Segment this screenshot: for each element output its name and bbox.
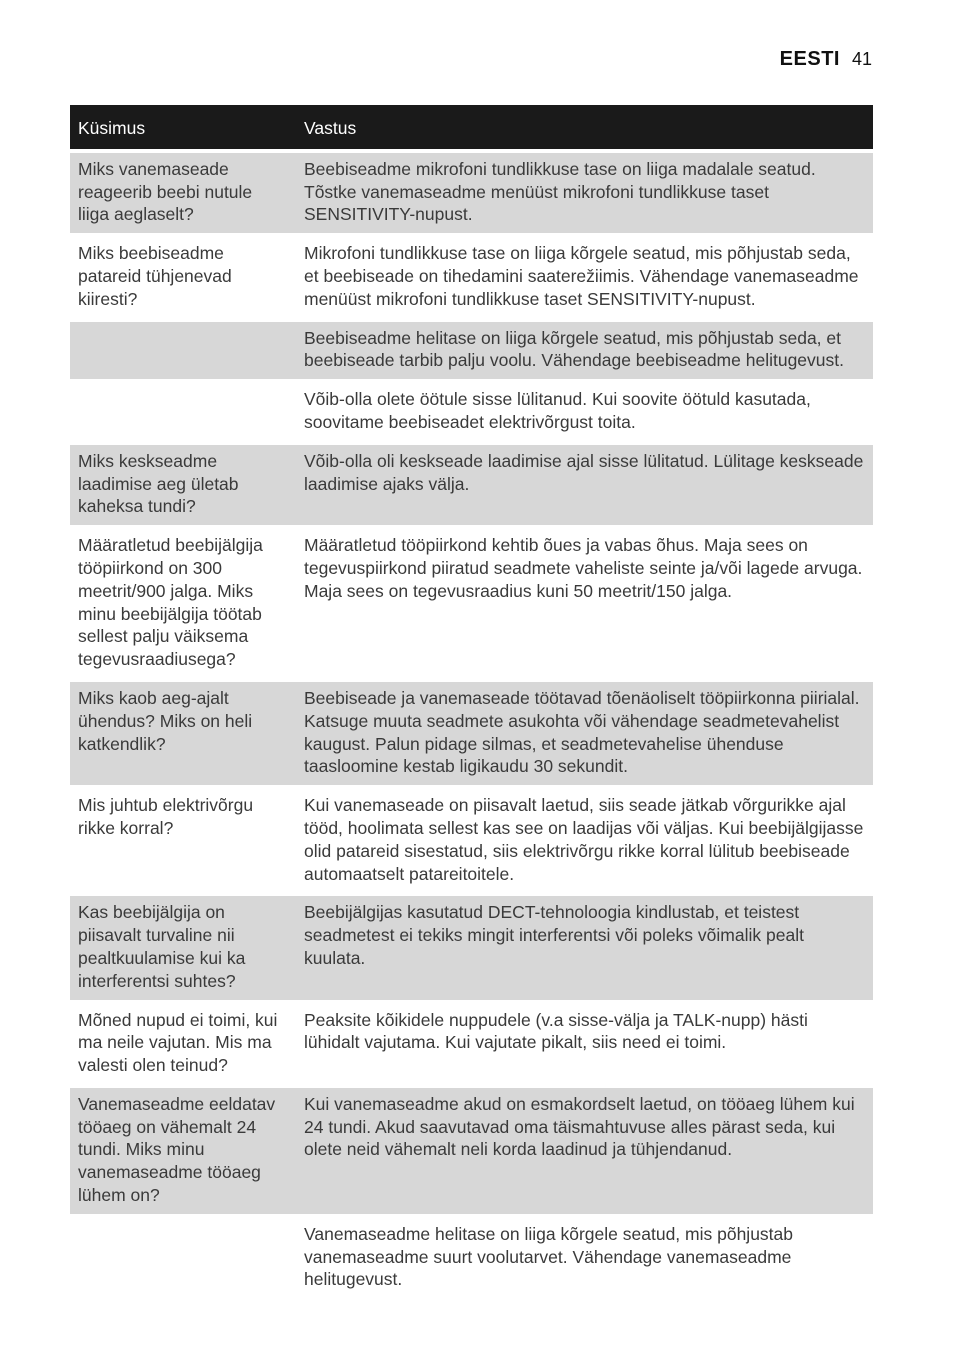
table-row [70, 320, 873, 382]
question-cell [70, 1216, 296, 1298]
question-cell: Määratletud beebijälgija tööpiirkond on 300 meetrit/900 jalga. Miks minu beebijälgija töötab sellest palju väiksema tegevusraadiusega? [70, 527, 296, 680]
answer-cell: Kui vanemaseadme akud on esmakordselt laetud, on tööaeg lühem kui 24 tundi. Akud saavutavad oma täismahtuvuse alles pärast seda, kui olete neid vähemalt neli korda laadinud ja tühjendanud. [296, 1086, 873, 1216]
table-row [70, 151, 873, 235]
page-number: 41 [851, 49, 872, 69]
question-cell: Miks kaob aeg-ajalt ühendus? Miks on heli katkendlik? [70, 680, 296, 787]
answer-cell: Beebijälgijas kasutatud DECT-tehnoloogia kindlustab, et teistest seadmetest ei tekiks mingit interferentsi või poleks võimalik pealt kuulata. [296, 894, 873, 1001]
question-cell: Mõned nupud ei toimi, kui ma neile vajutan. Mis ma valesti olen teinud? [70, 1002, 296, 1086]
answer-cell: Võib-olla oli keskseade laadimise ajal sisse lülitatud. Lülitage keskseade laadimise ajaks välja. [296, 443, 873, 527]
answer-cell: Peaksite kõikidele nuppudele (v.a sisse-välja ja TALK-nupp) hästi lühidalt vajutama. Kui vajutate pikalt, siis need ei toimi. [296, 1002, 873, 1086]
table-row [70, 1086, 873, 1216]
answer-cell: Kui vanemaseade on piisavalt laetud, siis seade jätkab võrgurikke ajal tööd, hoolimata sellest kas see on laadijas või väljas. Kui beebijälgijasse olid patareid sisestatud, siis elektrivõrgu rikke korral lülitub beebiseade automaatselt patareitoitele. [296, 787, 873, 894]
answer-cell: Mikrofoni tundlikkuse tase on liiga kõrgele seatud, mis põhjustab seda, et beebiseade on tihedamini saaterežiimis. Vähendage vanemaseadme menüüst mikrofoni tundlikkuse taset SENSITIVITY-nupust. [296, 235, 873, 319]
answer-cell: Beebiseade ja vanemaseade töötavad tõenäoliselt tööpiirkonna piirialal. Katsuge muuta seadmete asukohta või vähendage seadmetevahelist kaugust. Palun pidage silmas, et seadmetevahelise ühenduse taasloomine kestab ligikaudu 30 sekundit. [296, 680, 873, 787]
table-row [70, 787, 873, 894]
table-row [70, 680, 873, 787]
answer-cell: Määratletud tööpiirkond kehtib õues ja vabas õhus. Maja sees on tegevuspiirkond piiratud seadmete vaheliste seinte ja/või lagede arvuga. Maja sees on tegevusraadius kuni 50 meetrit/150 jalga. [296, 527, 873, 680]
table-row [70, 381, 873, 443]
answer-cell: Beebiseadme mikrofoni tundlikkuse tase on liiga madalale seatud. Tõstke vanemaseadme menüüst mikrofoni tundlikkuse taset SENSITIVITY-nupust. [296, 151, 873, 235]
question-cell: Miks vanemaseade reageerib beebi nutule liiga aeglaselt? [70, 151, 296, 235]
question-cell [70, 381, 296, 443]
table-row [70, 235, 873, 319]
table-row [70, 894, 873, 1001]
question-cell: Kas beebijälgija on piisavalt turvaline nii pealtkuulamise kui ka interferentsi suhtes? [70, 894, 296, 1001]
question-cell: Vanemaseadme eeldatav tööaeg on vähemalt 24 tundi. Miks minu vanemaseadme tööaeg lühem on? [70, 1086, 296, 1216]
question-cell: Miks keskseadme laadimise aeg ületab kaheksa tundi? [70, 443, 296, 527]
question-cell: Mis juhtub elektrivõrgu rikke korral? [70, 787, 296, 894]
answer-cell: Beebiseadme helitase on liiga kõrgele seatud, mis põhjustab seda, et beebiseade tarbib palju voolu. Vähendage beebiseadme helitugevust. [296, 320, 873, 382]
page-header [780, 48, 872, 71]
header-answer: Vastus [296, 105, 873, 151]
table-row [70, 527, 873, 680]
answer-cell: Vanemaseadme helitase on liiga kõrgele seatud, mis põhjustab vanemaseadme suurt voolutarvet. Vähendage vanemaseadme helitugevust. [296, 1216, 873, 1298]
table-row [70, 1216, 873, 1298]
table-row [70, 443, 873, 527]
question-cell: Miks beebiseadme patareid tühjenevad kiiresti? [70, 235, 296, 319]
table-row [70, 1002, 873, 1086]
language-label: EESTI [779, 48, 840, 70]
faq-table [70, 105, 873, 1298]
table-header-row [70, 105, 873, 151]
answer-cell: Võib-olla olete öötule sisse lülitanud. Kui soovite öötuld kasutada, soovitame beebiseadet elektrivõrgust toita. [296, 381, 873, 443]
header-question: Küsimus [70, 105, 296, 151]
question-cell [70, 320, 296, 382]
